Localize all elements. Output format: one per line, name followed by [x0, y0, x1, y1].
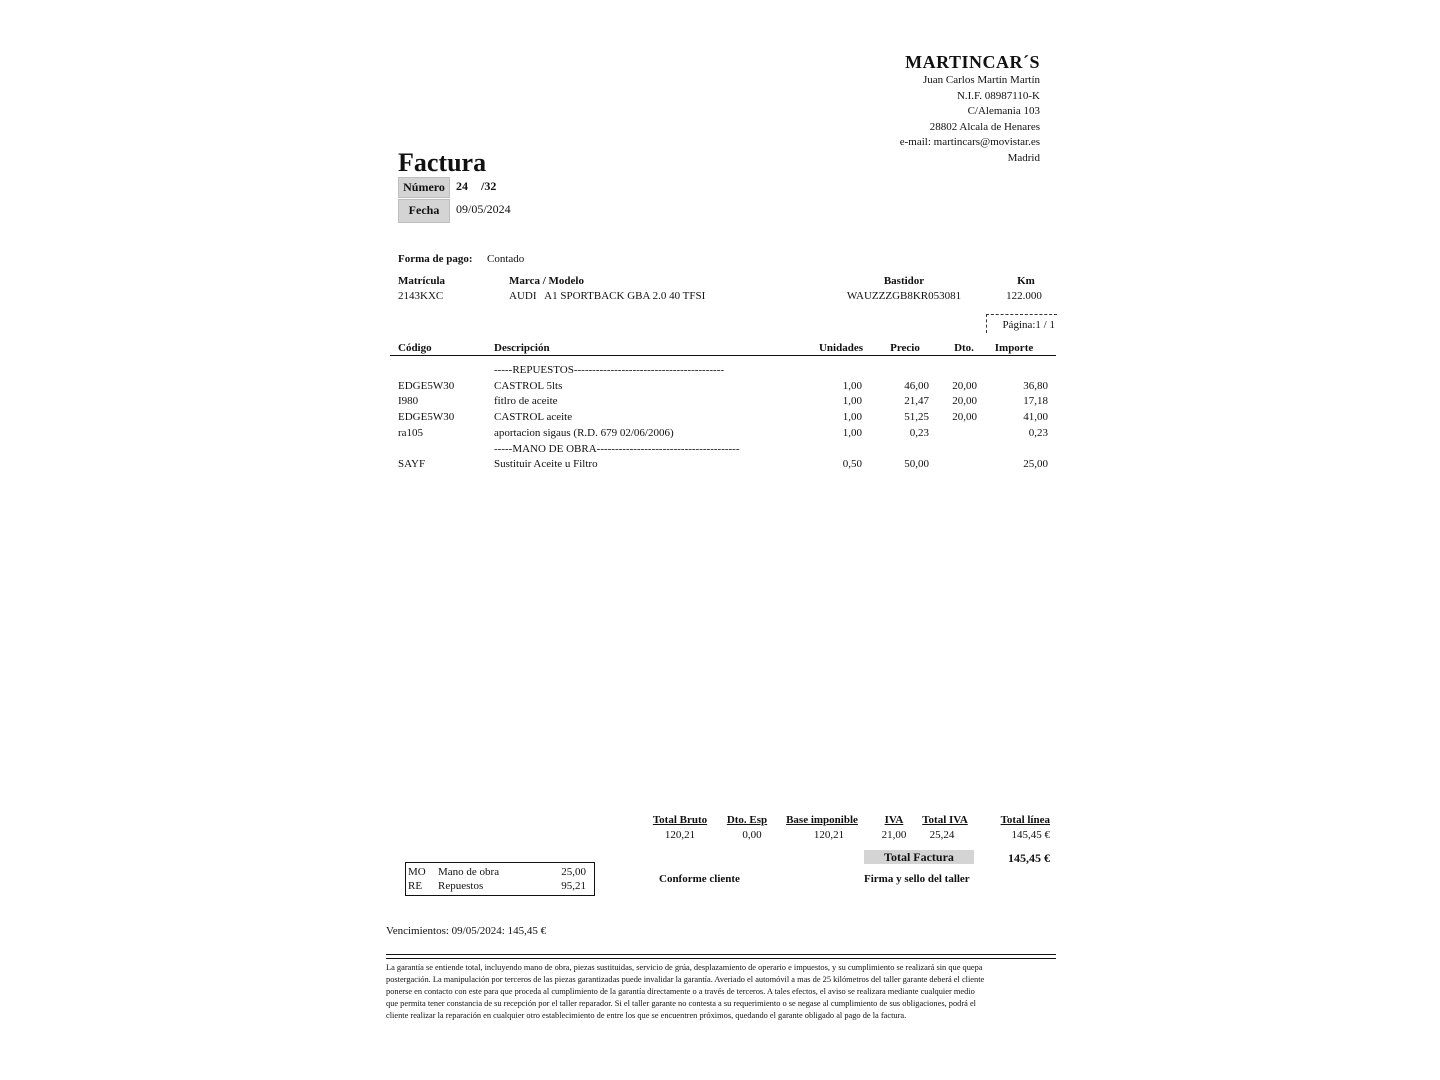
table-header-rule	[390, 355, 1056, 356]
summary-label: Mano de obra	[438, 866, 500, 878]
summary-label: Repuestos	[438, 880, 484, 892]
row-importe: 25,00	[1023, 458, 1048, 470]
iva-value: 21,00	[881, 829, 907, 841]
vencimientos: Vencimientos: 09/05/2024: 145,45 €	[386, 925, 547, 937]
legal-text: La garantía se entiende total, incluyendo mano de obra, piezas sustituidas, servicio de grúa, desplazamiento de operario e impuestos, y su cumplimiento se realizará sin que quepa postergación. La manipulación por terceros de las piezas garantizadas puede invalidar la garantía. Averiado el automóvil a mas de 25 kilómetros del taller garante deberá el cliente ponerse en contacto con este para que proceda al cumplimiento de la garantía directamente o a través de terceros. A tales efectos, el aviso se realizara mediante cualquier medio que permita tener constancia de su recepción por el taller reparador. Si el taller garante no contesta a su requerimiento o se negase al cumplimiento de sus obligaciones, podrá el cliente realizar la reparación en cualquier otro establecimiento de entre los que se encuentren próximos, quedando el garante obligado al pago de la factura.	[386, 963, 985, 1020]
total-iva-value: 25,24	[929, 829, 955, 841]
summary-value: 95,21	[561, 880, 586, 892]
iva-label: IVA	[884, 814, 904, 826]
dto-esp-value: 0,00	[742, 829, 762, 841]
company-nif: N.I.F. 08987110-K	[956, 89, 1040, 102]
numero-label: Número	[398, 177, 450, 198]
fecha-label: Fecha	[398, 199, 450, 223]
company-street: C/Alemania 103	[967, 105, 1040, 117]
total-bruto-label: Total Bruto	[652, 814, 708, 826]
total-linea-label: Total línea	[1000, 814, 1050, 826]
section-mano-obra: -----MANO DE OBRA---------------------------------------	[494, 443, 740, 455]
numero-value: 24	[456, 179, 468, 193]
row-precio: 46,00	[904, 380, 929, 392]
company-email: e-mail: martincars@movistar.es	[899, 136, 1040, 148]
col-importe-header: Importe	[994, 342, 1034, 354]
bastidor-value: WAUZZZGB8KR053081	[846, 290, 962, 302]
conforme-cliente-label: Conforme cliente	[659, 873, 740, 885]
row-descripcion: CASTROL 5lts	[494, 380, 563, 392]
total-factura-label: Total Factura	[864, 850, 974, 864]
numero-suffix: /32	[481, 179, 497, 193]
invoice-title: Factura	[398, 148, 487, 177]
company-city: 28802 Alcala de Henares	[929, 120, 1040, 133]
forma-pago-value: Contado	[487, 253, 525, 265]
firma-taller-label: Firma y sello del taller	[864, 873, 970, 885]
row-codigo: SAYF	[398, 458, 426, 470]
marca-label: Marca / Modelo	[509, 275, 584, 287]
km-label: Km	[1017, 275, 1035, 287]
total-factura-value: 145,45 €	[1008, 851, 1050, 865]
summary-code: RE	[408, 880, 423, 892]
row-descripcion: fitlro de aceite	[494, 395, 558, 407]
row-unidades: 1,00	[842, 411, 862, 423]
footer-rule-bottom	[386, 958, 1056, 959]
total-iva-label: Total IVA	[922, 814, 968, 826]
row-descripcion: CASTROL aceite	[494, 411, 573, 423]
row-precio: 21,47	[904, 395, 929, 407]
row-precio: 51,25	[904, 411, 929, 423]
row-dto: 20,00	[952, 380, 977, 392]
total-linea-value: 145,45 €	[1011, 829, 1050, 841]
fecha-value: 09/05/2024	[456, 202, 511, 216]
km-value: 122.000	[1006, 290, 1042, 302]
marca-value: AUDI A1 SPORTBACK GBA 2.0 40 TFSI	[509, 290, 706, 302]
row-codigo: I980	[398, 395, 419, 407]
row-dto: 20,00	[952, 395, 977, 407]
row-dto: 20,00	[952, 411, 977, 423]
bastidor-label: Bastidor	[883, 275, 925, 287]
total-bruto-value: 120,21	[664, 829, 696, 841]
row-precio: 0,23	[909, 427, 929, 439]
row-codigo: EDGE5W30	[398, 411, 455, 423]
col-codigo-header: Código	[398, 342, 432, 354]
row-codigo: ra105	[398, 427, 424, 439]
col-descripcion-header: Descripción	[494, 342, 550, 354]
summary-row-re	[408, 879, 586, 893]
company-region: Madrid	[1007, 151, 1040, 164]
col-precio-header: Precio	[890, 342, 920, 354]
row-descripcion: Sustituir Aceite u Filtro	[494, 458, 598, 470]
row-unidades: 1,00	[842, 427, 862, 439]
base-imponible-label: Base imponible	[786, 814, 858, 826]
row-importe: 0,23	[1028, 427, 1048, 439]
row-unidades: 1,00	[842, 395, 862, 407]
row-importe: 41,00	[1023, 411, 1048, 423]
company-name: MARTINCAR´S	[905, 52, 1040, 72]
col-unidades-header: Unidades	[818, 342, 864, 354]
company-details	[900, 73, 1040, 166]
summary-code: MO	[408, 866, 426, 878]
row-codigo: EDGE5W30	[398, 380, 455, 392]
summary-row-mo	[408, 865, 586, 879]
summary-box	[405, 862, 595, 896]
row-importe: 17,18	[1023, 395, 1048, 407]
matricula-label: Matrícula	[398, 275, 446, 287]
section-repuestos: -----REPUESTOS-----------------------------------------	[494, 364, 725, 376]
row-descripcion: aportacion sigaus (R.D. 679 02/06/2006)	[494, 427, 674, 439]
dto-esp-label: Dto. Esp	[726, 814, 768, 826]
page-indicator: Página:1 / 1	[986, 314, 1057, 333]
row-importe: 36,80	[1023, 380, 1048, 392]
row-unidades: 0,50	[842, 458, 862, 470]
matricula-value: 2143KXC	[398, 290, 444, 302]
company-owner: Juan Carlos Martín Martín	[922, 74, 1040, 86]
base-imponible-value: 120,21	[813, 829, 845, 841]
row-unidades: 1,00	[842, 380, 862, 392]
footer-rule-top	[386, 954, 1056, 955]
col-dto-header: Dto.	[954, 342, 974, 354]
summary-value: 25,00	[561, 866, 586, 878]
row-precio: 50,00	[904, 458, 929, 470]
forma-pago-label: Forma de pago:	[398, 253, 473, 265]
